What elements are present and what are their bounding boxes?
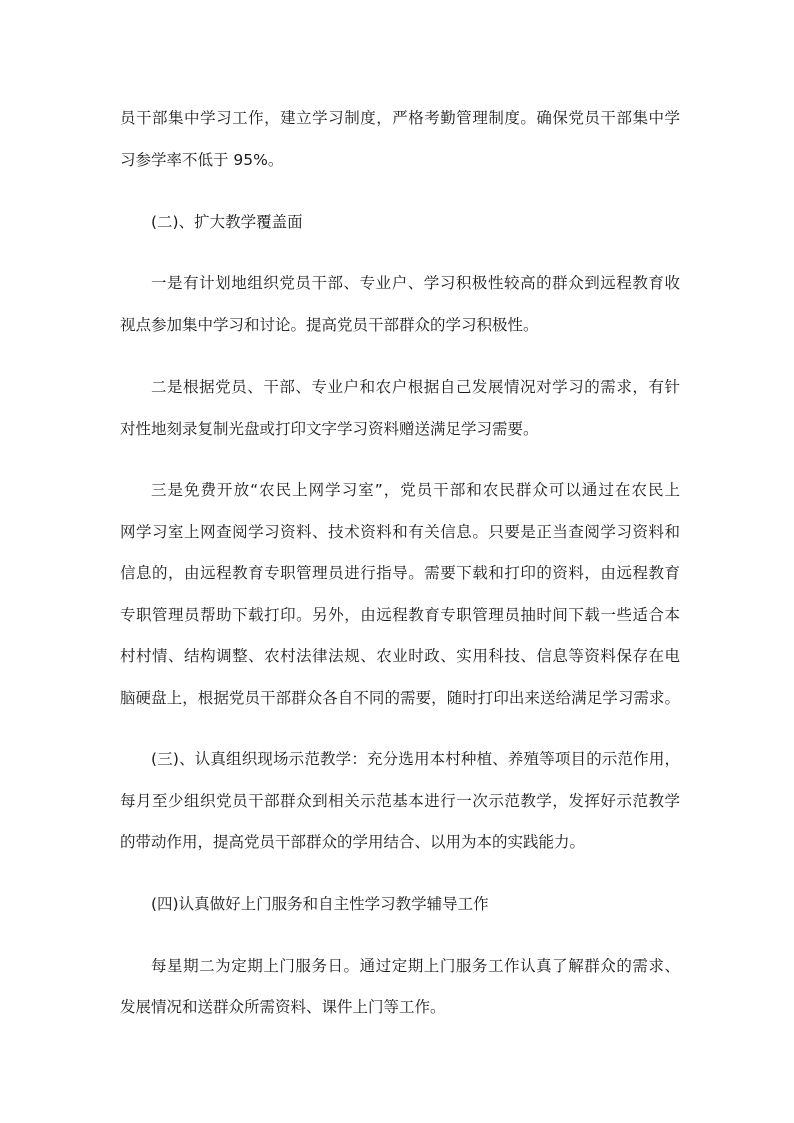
section-heading: (四)认真做好上门服务和自主性学习教学辅导工作: [151, 895, 489, 913]
text-line: 视点参加集中学习和讨论。提高党员干部群众的学习积极性。: [120, 316, 539, 334]
text-line: (三)、认真组织现场示范教学：充分选用本村种植、养殖等项目的示范作用，: [151, 750, 680, 768]
text-line: 网学习室上网查阅学习资料、技术资料和有关信息。只要是正当查阅学习资料和: [120, 523, 680, 541]
text-line: 一是有计划地组织党员干部、专业户、学习积极性较高的群众到远程教育收: [151, 274, 680, 292]
text-line: 村村情、结构调整、农村法律法规、农业时政、实用科技、信息等资料保存在电: [120, 647, 680, 665]
text-line: 三是免费开放“农民上网学习室”，党员干部和农民群众可以通过在农民上: [151, 481, 680, 499]
text-line: 的带动作用，提高党员干部群众的学用结合、以用为本的实践能力。: [120, 833, 586, 851]
section-heading: (二)、扩大教学覆盖面: [151, 213, 303, 231]
text-line: 每月至少组织党员干部群众到相关示范基本进行一次示范教学，发挥好示范教学: [120, 792, 680, 810]
text-line: 二是根据党员、干部、专业户和农户根据自己发展情况对学习的需求，有针: [151, 378, 680, 396]
text-line: 信息的，由远程教育专职管理员进行指导。需要下载和打印的资料，由远程教育: [120, 564, 680, 582]
text-line: 发展情况和送群众所需资料、课件上门等工作。: [120, 998, 446, 1016]
text-line: 对性地刻录复制光盘或打印文字学习资料赠送满足学习需要。: [120, 420, 539, 438]
text-line: 习参学率不低于 95%。: [120, 151, 284, 169]
text-line: 员干部集中学习工作，建立学习制度，严格考勤管理制度。确保党员干部集中学: [120, 109, 680, 127]
text-line: 专职管理员帮助下载打印。另外，由远程教育专职管理员抽时间下载一些适合本: [120, 606, 680, 624]
text-line: 脑硬盘上，根据党员干部群众各自不同的需要，随时打印出来送给满足学习需求。: [120, 689, 680, 707]
text-line: 每星期二为定期上门服务日。通过定期上门服务工作认真了解群众的需求、: [151, 957, 680, 975]
